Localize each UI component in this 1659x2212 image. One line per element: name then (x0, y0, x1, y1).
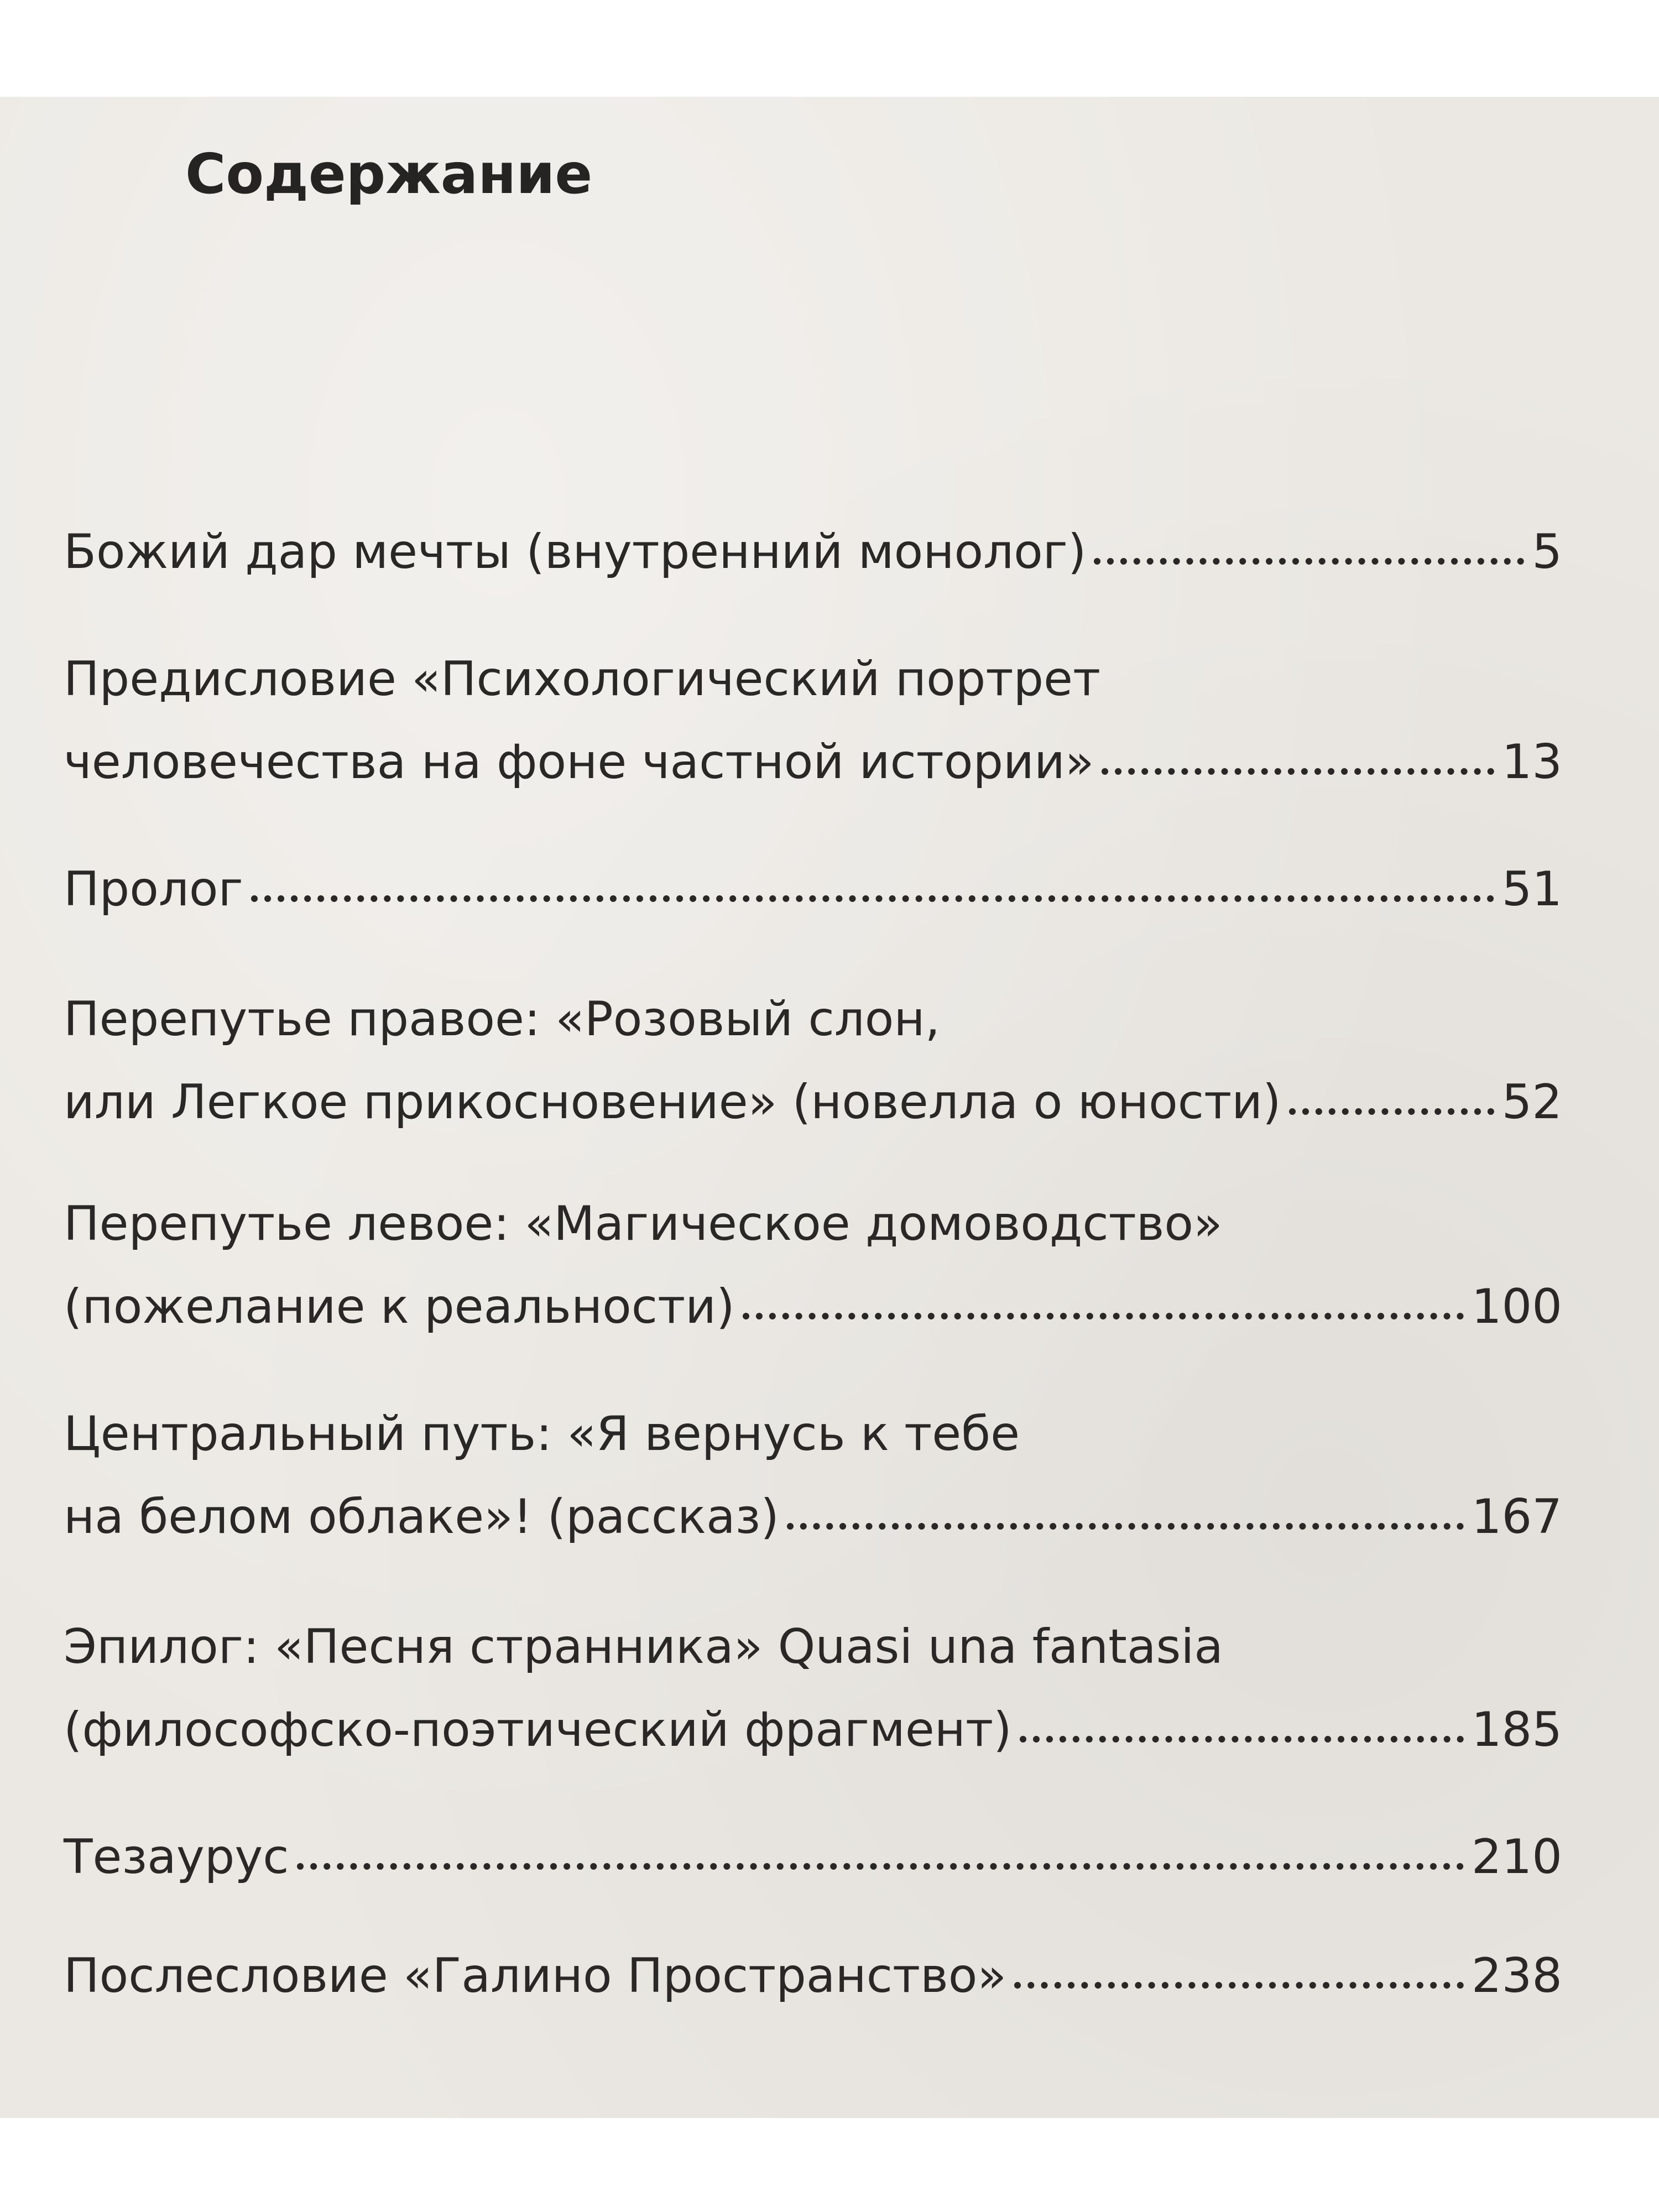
toc-entry-title: человечества на фоне частной истории» (64, 734, 1094, 790)
dot-leader (1014, 1982, 1464, 1989)
dot-leader (297, 1863, 1464, 1870)
toc-page-number: 185 (1471, 1702, 1562, 1757)
toc-entry-title: (пожелание к реальности) (64, 1279, 735, 1334)
toc-page-number: 167 (1471, 1489, 1562, 1545)
toc-entry-dream (64, 524, 1562, 580)
toc-entry-preface-line1: Предисловие «Психологический портрет (64, 651, 1101, 707)
toc-entry-central-path (64, 1489, 1562, 1545)
dot-leader (1102, 768, 1494, 775)
toc-entry-title: Божий дар мечты (внутренний монолог) (64, 524, 1087, 580)
toc-entry-right-path-line1: Перепутье правое: «Розовый слон, (64, 992, 940, 1047)
dot-leader (1020, 1736, 1464, 1743)
toc-page-number: 52 (1501, 1074, 1562, 1130)
toc-entry-central-path-line1: Центральный путь: «Я вернусь к тебе (64, 1406, 1020, 1462)
dot-leader (743, 1313, 1464, 1319)
toc-entry-left-path-line1: Перепутье левое: «Магическое домоводство» (64, 1196, 1223, 1251)
toc-entry-title: или Легкое прикосновение» (новелла о юности) (64, 1074, 1281, 1130)
toc-entry-title: Пролог (64, 862, 243, 917)
toc-entry-thesaurus (64, 1829, 1562, 1885)
dot-leader (787, 1523, 1464, 1530)
toc-entry-title: Тезаурус (64, 1829, 289, 1885)
toc-entry-right-path (64, 1074, 1562, 1130)
toc-entry-prologue (64, 862, 1562, 917)
toc-page-number: 238 (1471, 1948, 1562, 2004)
toc-entry-title: (философско-поэтический фрагмент) (64, 1702, 1012, 1757)
toc-entry-afterword (64, 1948, 1562, 2004)
dot-leader (1094, 558, 1524, 565)
toc-page-number: 51 (1501, 862, 1562, 917)
toc-page-number: 13 (1501, 734, 1562, 790)
toc-page-number: 100 (1471, 1279, 1562, 1334)
toc-entry-left-path (64, 1279, 1562, 1334)
toc-entry-title: Послесловие «Галино Пространство» (64, 1948, 1007, 2004)
contents-heading: Содержание (185, 142, 593, 206)
toc-entry-epilogue-line1: Эпилог: «Песня странника» Quasi una fantasia (64, 1619, 1223, 1674)
toc-entry-title: на белом облаке»! (рассказ) (64, 1489, 779, 1545)
dot-leader (251, 895, 1494, 902)
dot-leader (1289, 1108, 1494, 1115)
toc-entry-preface (64, 734, 1562, 790)
toc-page-number: 210 (1471, 1829, 1562, 1885)
toc-entry-epilogue (64, 1702, 1562, 1757)
toc-page-number: 5 (1532, 524, 1562, 580)
